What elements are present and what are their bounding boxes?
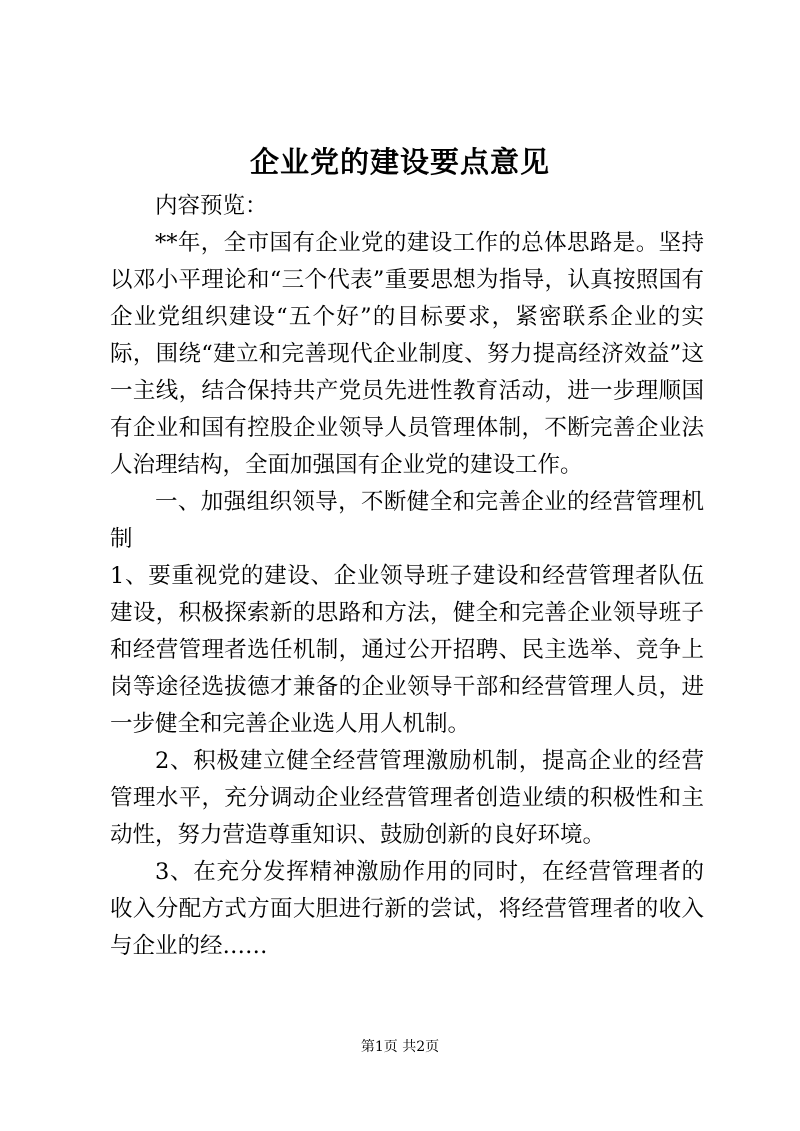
paragraph-item-2: 2、积极建立健全经营管理激励机制，提高企业的经营管理水平，充分调动企业经营管理者创造业绩的积极性和主动性，努力营造尊重知识、鼓励创新的良好环境。: [110, 748, 704, 848]
section-heading-1: 一、加强组织领导，不断健全和完善企业的经营管理机制: [110, 489, 704, 552]
document-title: 企业党的建设要点意见: [249, 145, 550, 179]
paragraph-item-1: 1、要重视党的建设、企业领导班子建设和经营管理者队伍建设，积极探索新的思路和方法，健全和完善企业领导班子和经营管理者选任机制，通过公开招聘、民主选举、竞争上岗等途径选拔德才兼备的企业领导干部和经营管理人员，进一步健全和完善企业选人用人机制。: [110, 563, 704, 737]
page-number-footer: 第1页 共2页: [360, 1039, 440, 1055]
preview-label: 内容预览：: [155, 193, 268, 219]
paragraph-item-3: 3、在充分发挥精神激励作用的同时，在经营管理者的收入分配方式方面大胆进行新的尝试，将经营管理者的收入与企业的经……: [110, 859, 704, 959]
paragraph-intro: **年，全市国有企业党的建设工作的总体思路是。坚持以邓小平理论和“三个代表”重要思想为指导，认真按照国有企业党组织建设“五个好”的目标要求，紧密联系企业的实际，围绕“建立和完善现代企业制度、努力提高经济效益”这一主线，结合保持共产党员先进性教育活动，进一步理顺国有企业和国有控股企业领导人员管理体制，不断完善企业法人治理结构，全面加强国有企业党的建设工作。: [110, 230, 704, 478]
document-body: [110, 188, 704, 965]
